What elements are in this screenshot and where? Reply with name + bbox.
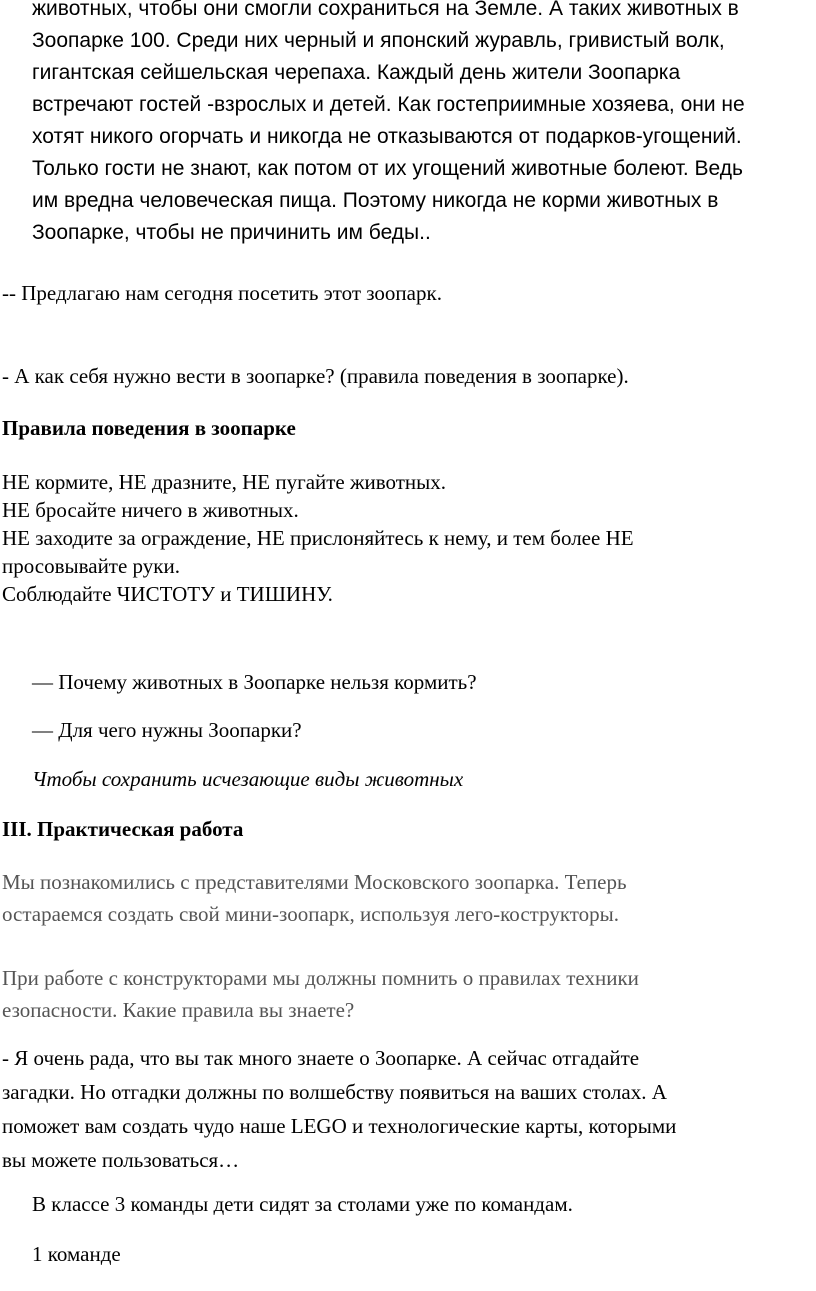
riddles-line: поможет вам создать чудо наше LEGO и технологические карты, которыми xyxy=(2,1114,677,1138)
riddles-line: вы можете пользоваться… xyxy=(2,1148,240,1172)
intro-line: им вредна человеческая пища. Поэтому никогда не корми животных в xyxy=(32,189,719,212)
safety-line: езопасности. Какие правила вы знаете? xyxy=(2,998,355,1022)
rule-item: НЕ бросайте ничего в животных. xyxy=(2,498,299,522)
answer-purpose: Чтобы сохранить исчезающие виды животных xyxy=(32,767,464,791)
intro-line: встречают гостей -взрослых и детей. Как гостеприимные хозяева, они не xyxy=(32,93,745,116)
safety-paragraph xyxy=(2,962,639,1026)
proposal-line: -- Предлагаю нам сегодня посетить этот зоопарк. xyxy=(2,281,442,305)
riddles-line: - Я очень рада, что вы так много знаете о Зоопарке. А сейчас отгадайте xyxy=(2,1046,640,1070)
team-one: 1 команде xyxy=(32,1242,121,1266)
rule-item: Соблюдайте ЧИСТОТУ и ТИШИНУ. xyxy=(2,582,333,606)
rules-list xyxy=(2,468,634,608)
question-feed: — Почему животных в Зоопарке нельзя кормить? xyxy=(32,670,477,694)
riddles-line: загадки. Но отгадки должны по волшебству появиться на ваших столах. А xyxy=(2,1080,667,1104)
riddles-paragraph xyxy=(2,1041,676,1177)
rule-item: НЕ кормите, НЕ дразните, НЕ пугайте животных. xyxy=(2,470,447,494)
question-purpose: — Для чего нужны Зоопарки? xyxy=(32,718,302,742)
intro-line: гигантская сейшельская черепаха. Каждый день жители Зоопарка xyxy=(32,61,681,84)
intro-line: хотят никого огорчать и никогда не отказываются от подарков-угощений. xyxy=(32,125,742,148)
rule-item: просовывайте руки. xyxy=(2,554,180,578)
practice-paragraph xyxy=(2,866,627,930)
behavior-question: - А как себя нужно вести в зоопарке? (правила поведения в зоопарке). xyxy=(2,364,629,388)
rules-heading: Правила поведения в зоопарке xyxy=(2,416,296,440)
intro-line: Только гости не знают, как потом от их угощений животные болеют. Ведь xyxy=(32,157,743,180)
intro-paragraph xyxy=(32,0,745,249)
intro-line: животных, чтобы они смогли сохраниться на Земле. А таких животных в xyxy=(32,0,739,20)
section-heading: III. Практическая работа xyxy=(2,817,244,841)
rule-item: НЕ заходите за ограждение, НЕ прислоняйтесь к нему, и тем более НЕ xyxy=(2,526,634,550)
teams-line: В классе 3 команды дети сидят за столами уже по командам. xyxy=(32,1192,573,1216)
intro-line: Зоопарке, чтобы не причинить им беды.. xyxy=(32,221,431,244)
practice-line: остараемся создать свой мини-зоопарк, используя лего-кострукторы. xyxy=(2,902,619,926)
practice-line: Мы познакомились с представителями Московского зоопарка. Теперь xyxy=(2,870,627,894)
safety-line: При работе с конструкторами мы должны помнить о правилах техники xyxy=(2,966,639,990)
intro-line: Зоопарке 100. Среди них черный и японский журавль, гривистый волк, xyxy=(32,29,725,52)
